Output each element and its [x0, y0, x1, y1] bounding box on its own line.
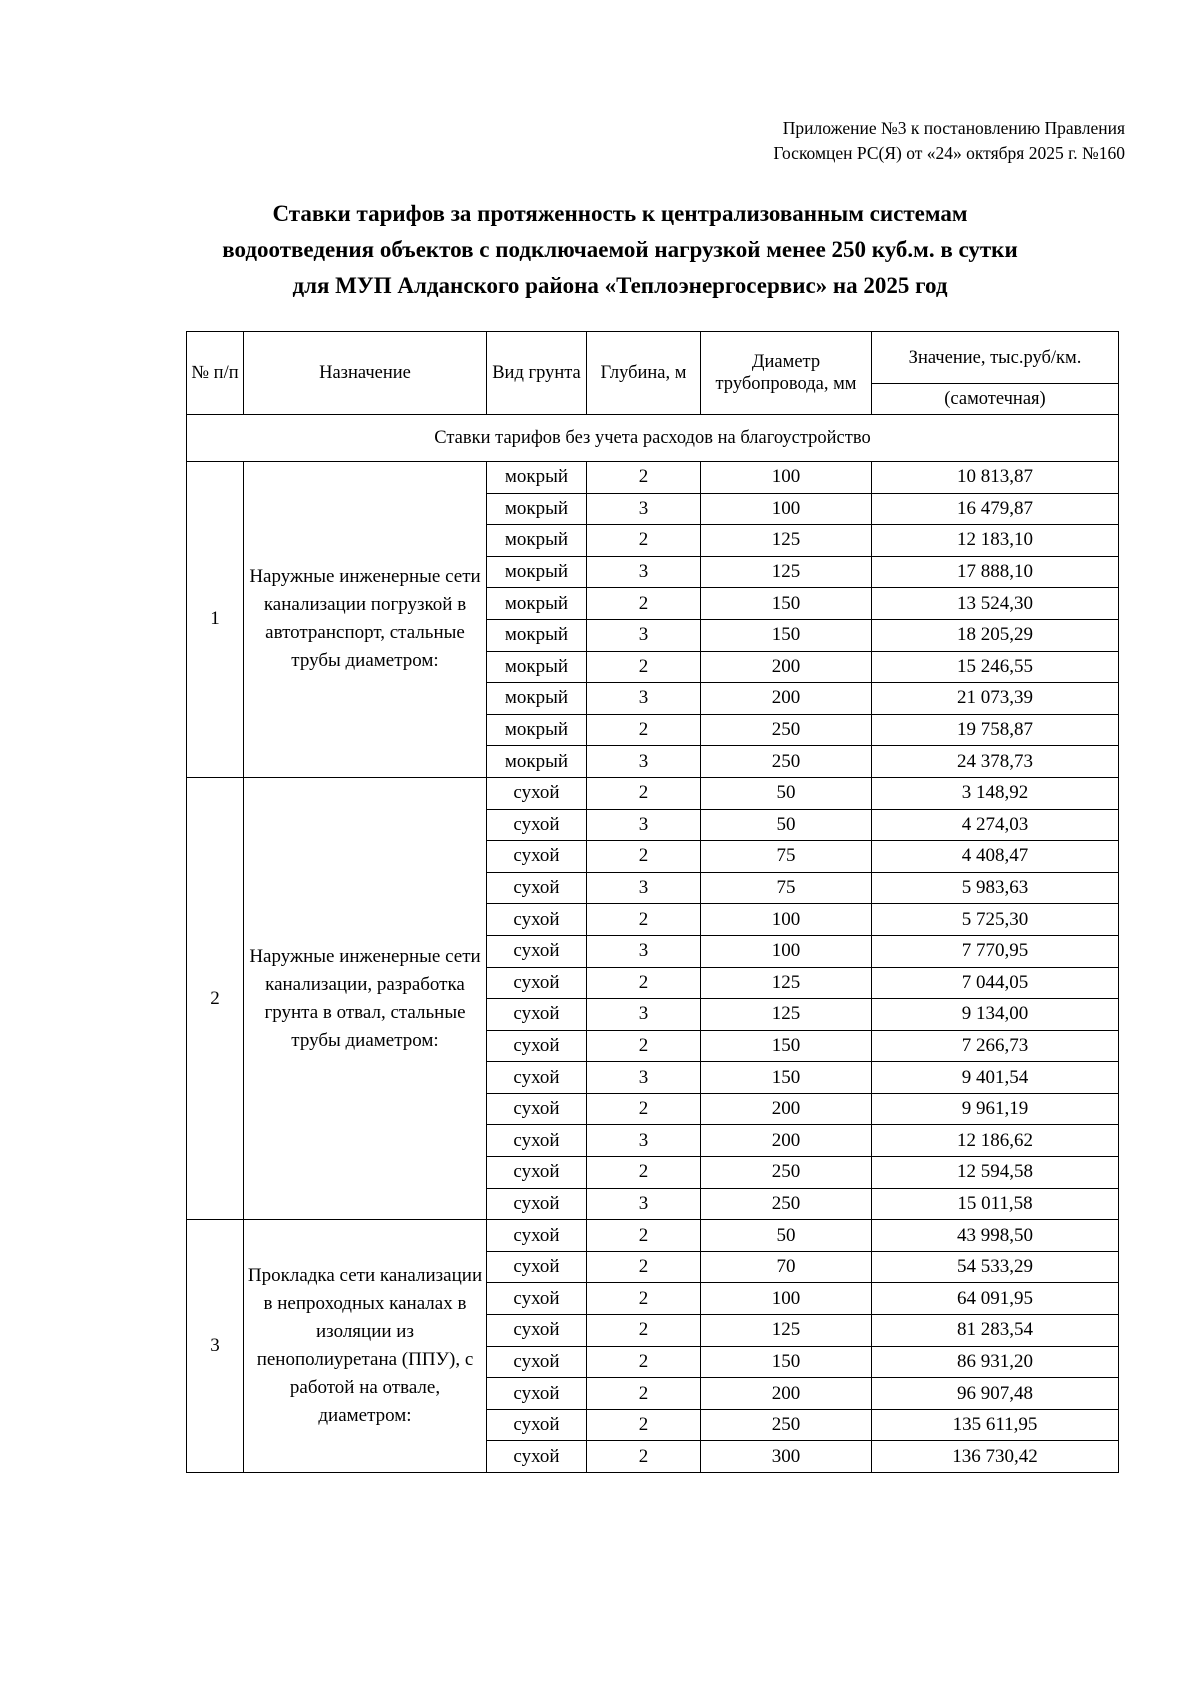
column-header-value-sub: (самотечная)	[872, 384, 1119, 415]
soil-cell: сухой	[487, 1062, 587, 1094]
diameter-cell: 75	[701, 872, 872, 904]
table-row	[187, 462, 1119, 494]
value-cell: 13 524,30	[872, 588, 1119, 620]
soil-cell: сухой	[487, 999, 587, 1031]
soil-cell: сухой	[487, 1157, 587, 1189]
diameter-cell: 300	[701, 1441, 872, 1473]
value-cell: 7 770,95	[872, 935, 1119, 967]
value-cell: 18 205,29	[872, 619, 1119, 651]
diameter-cell: 50	[701, 1220, 872, 1252]
group-purpose: Прокладка сети канализации в непроходных каналах в изоляции из пенополиуретана (ППУ), с работой на отвале, диаметром:	[244, 1220, 487, 1473]
value-cell: 43 998,50	[872, 1220, 1119, 1252]
soil-cell: сухой	[487, 1346, 587, 1378]
value-cell: 9 134,00	[872, 999, 1119, 1031]
diameter-cell: 250	[701, 746, 872, 778]
soil-cell: мокрый	[487, 651, 587, 683]
diameter-cell: 250	[701, 714, 872, 746]
diameter-cell: 150	[701, 588, 872, 620]
value-cell: 12 594,58	[872, 1157, 1119, 1189]
value-cell: 3 148,92	[872, 777, 1119, 809]
soil-cell: мокрый	[487, 619, 587, 651]
diameter-cell: 250	[701, 1188, 872, 1220]
value-cell: 12 186,62	[872, 1125, 1119, 1157]
value-cell: 24 378,73	[872, 746, 1119, 778]
value-cell: 4 274,03	[872, 809, 1119, 841]
depth-cell: 3	[587, 683, 701, 715]
diameter-cell: 200	[701, 1125, 872, 1157]
soil-cell: сухой	[487, 1251, 587, 1283]
column-header-purpose: Назначение	[244, 332, 487, 415]
diameter-cell: 150	[701, 619, 872, 651]
depth-cell: 2	[587, 777, 701, 809]
depth-cell: 3	[587, 809, 701, 841]
value-cell: 17 888,10	[872, 556, 1119, 588]
diameter-cell: 125	[701, 1315, 872, 1347]
group-purpose: Наружные инженерные сети канализации погрузкой в автотранспорт, стальные трубы диаметром:	[244, 462, 487, 778]
depth-cell: 2	[587, 1157, 701, 1189]
soil-cell: сухой	[487, 904, 587, 936]
soil-cell: сухой	[487, 1030, 587, 1062]
soil-cell: сухой	[487, 935, 587, 967]
diameter-cell: 125	[701, 967, 872, 999]
soil-cell: сухой	[487, 872, 587, 904]
soil-cell: сухой	[487, 1409, 587, 1441]
diameter-cell: 125	[701, 999, 872, 1031]
diameter-cell: 200	[701, 1093, 872, 1125]
soil-cell: сухой	[487, 1283, 587, 1315]
column-header-soil: Вид грунта	[487, 332, 587, 415]
column-header-value: Значение, тыс.руб/км.	[872, 332, 1119, 384]
soil-cell: сухой	[487, 841, 587, 873]
soil-cell: мокрый	[487, 462, 587, 494]
value-cell: 12 183,10	[872, 525, 1119, 557]
table-body	[187, 415, 1119, 1473]
depth-cell: 3	[587, 935, 701, 967]
appendix-line-2: Госкомцен РС(Я) от «24» октября 2025 г. №160	[773, 143, 1125, 163]
depth-cell: 2	[587, 525, 701, 557]
value-cell: 135 611,95	[872, 1409, 1119, 1441]
title-line-2: водоотведения объектов с подключаемой нагрузкой менее 250 куб.м. в сутки	[222, 237, 1018, 262]
soil-cell: сухой	[487, 1378, 587, 1410]
value-cell: 10 813,87	[872, 462, 1119, 494]
soil-cell: сухой	[487, 809, 587, 841]
diameter-cell: 250	[701, 1409, 872, 1441]
group-number: 2	[187, 777, 244, 1219]
depth-cell: 2	[587, 1378, 701, 1410]
diameter-cell: 75	[701, 841, 872, 873]
soil-cell: мокрый	[487, 683, 587, 715]
appendix-reference	[773, 116, 1125, 166]
value-cell: 16 479,87	[872, 493, 1119, 525]
soil-cell: сухой	[487, 1315, 587, 1347]
value-cell: 5 725,30	[872, 904, 1119, 936]
value-cell: 81 283,54	[872, 1315, 1119, 1347]
value-cell: 15 011,58	[872, 1188, 1119, 1220]
diameter-cell: 150	[701, 1062, 872, 1094]
diameter-cell: 150	[701, 1030, 872, 1062]
depth-cell: 3	[587, 493, 701, 525]
soil-cell: мокрый	[487, 556, 587, 588]
depth-cell: 3	[587, 556, 701, 588]
soil-cell: мокрый	[487, 525, 587, 557]
depth-cell: 2	[587, 1346, 701, 1378]
soil-cell: мокрый	[487, 588, 587, 620]
soil-cell: сухой	[487, 777, 587, 809]
depth-cell: 3	[587, 999, 701, 1031]
depth-cell: 3	[587, 1062, 701, 1094]
soil-cell: сухой	[487, 1093, 587, 1125]
soil-cell: мокрый	[487, 493, 587, 525]
depth-cell: 2	[587, 1283, 701, 1315]
depth-cell: 3	[587, 872, 701, 904]
title-line-3: для МУП Алданского района «Теплоэнергосервис» на 2025 год	[292, 273, 948, 298]
depth-cell: 2	[587, 1441, 701, 1473]
value-cell: 15 246,55	[872, 651, 1119, 683]
diameter-cell: 125	[701, 556, 872, 588]
soil-cell: мокрый	[487, 714, 587, 746]
diameter-cell: 200	[701, 683, 872, 715]
depth-cell: 2	[587, 904, 701, 936]
section-title: Ставки тарифов без учета расходов на благоустройство	[187, 415, 1119, 462]
group-number: 3	[187, 1220, 244, 1473]
column-header-diameter: Диаметр трубопровода, мм	[701, 332, 872, 415]
depth-cell: 2	[587, 714, 701, 746]
soil-cell: сухой	[487, 1188, 587, 1220]
depth-cell: 2	[587, 1409, 701, 1441]
diameter-cell: 100	[701, 935, 872, 967]
depth-cell: 2	[587, 1315, 701, 1347]
table-row	[187, 1220, 1119, 1252]
diameter-cell: 70	[701, 1251, 872, 1283]
depth-cell: 2	[587, 651, 701, 683]
depth-cell: 2	[587, 841, 701, 873]
value-cell: 64 091,95	[872, 1283, 1119, 1315]
value-cell: 7 266,73	[872, 1030, 1119, 1062]
value-cell: 7 044,05	[872, 967, 1119, 999]
value-cell: 4 408,47	[872, 841, 1119, 873]
diameter-cell: 150	[701, 1346, 872, 1378]
value-cell: 5 983,63	[872, 872, 1119, 904]
column-header-depth: Глубина, м	[587, 332, 701, 415]
depth-cell: 2	[587, 1220, 701, 1252]
diameter-cell: 50	[701, 809, 872, 841]
diameter-cell: 100	[701, 1283, 872, 1315]
value-cell: 21 073,39	[872, 683, 1119, 715]
soil-cell: сухой	[487, 1220, 587, 1252]
depth-cell: 2	[587, 588, 701, 620]
soil-cell: сухой	[487, 967, 587, 999]
group-number: 1	[187, 462, 244, 778]
diameter-cell: 50	[701, 777, 872, 809]
depth-cell: 3	[587, 1125, 701, 1157]
soil-cell: сухой	[487, 1441, 587, 1473]
tariff-rates-table	[186, 331, 1119, 1473]
diameter-cell: 200	[701, 651, 872, 683]
column-header-num: № п/п	[187, 332, 244, 415]
soil-cell: мокрый	[487, 746, 587, 778]
value-cell: 86 931,20	[872, 1346, 1119, 1378]
depth-cell: 3	[587, 1188, 701, 1220]
depth-cell: 3	[587, 746, 701, 778]
value-cell: 96 907,48	[872, 1378, 1119, 1410]
diameter-cell: 250	[701, 1157, 872, 1189]
value-cell: 9 961,19	[872, 1093, 1119, 1125]
appendix-line-1: Приложение №3 к постановлению Правления	[782, 118, 1125, 138]
title-line-1: Ставки тарифов за протяженность к централизованным системам	[272, 201, 968, 226]
depth-cell: 2	[587, 1251, 701, 1283]
table-row	[187, 777, 1119, 809]
document-title	[140, 196, 1100, 304]
diameter-cell: 125	[701, 525, 872, 557]
depth-cell: 2	[587, 967, 701, 999]
value-cell: 9 401,54	[872, 1062, 1119, 1094]
diameter-cell: 200	[701, 1378, 872, 1410]
group-purpose: Наружные инженерные сети канализации, разработка грунта в отвал, стальные трубы диаметром:	[244, 777, 487, 1219]
value-cell: 136 730,42	[872, 1441, 1119, 1473]
diameter-cell: 100	[701, 904, 872, 936]
value-cell: 19 758,87	[872, 714, 1119, 746]
diameter-cell: 100	[701, 462, 872, 494]
depth-cell: 3	[587, 619, 701, 651]
depth-cell: 2	[587, 1093, 701, 1125]
value-cell: 54 533,29	[872, 1251, 1119, 1283]
diameter-cell: 100	[701, 493, 872, 525]
depth-cell: 2	[587, 462, 701, 494]
soil-cell: сухой	[487, 1125, 587, 1157]
depth-cell: 2	[587, 1030, 701, 1062]
